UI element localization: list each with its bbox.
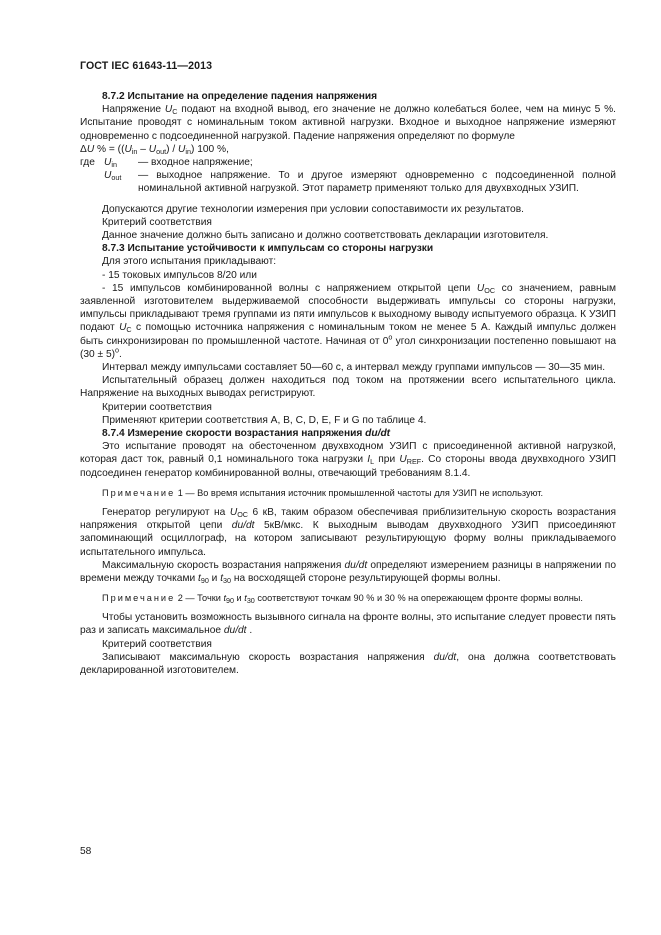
section-heading-8-7-2: 8.7.2 Испытание на определение падения напряжения: [102, 91, 378, 102]
paragraph: Максимальную скорость возрастания напряжения du/dt определяют измерением разницы в напряжении по времени между точками $t_{90}$ и $t_{30}$ на восходящей стороне результирующей формы волны.: [80, 559, 616, 585]
paragraph: Для этого испытания прикладывают:: [102, 256, 277, 268]
criteria-label: Критерий соответствия: [102, 638, 212, 650]
paragraph: Допускаются другие технологии измерения при условии сопоставимости их результатов.: [102, 203, 524, 215]
paragraph: Напряжение $U_C$ подают на входной вывод, его значение не должно колебаться более, чем на минус 5 %. Испытание проводят с номинальным током активной нагрузки. Входное и выходное напряжение измеряют одновременно с подсоединенной нагрузкой. Падение напряжения определяют по формуле: [80, 104, 617, 142]
paragraph: Генератор регулируют на $U_{OC}$ 6 кВ, таким образом обеспечивая приблизительную скорость возрастания напряжения открытой цепи du/dt 5кВ/мкс. К выходным выводам двухвходного УЗИП присоединяют запоминающий осциллограф, на котором записывают результирующую форму волны прикладываемого испытательного импульса.: [80, 506, 616, 558]
definition-row: где $U_{in}$ — входное напряжение;: [80, 157, 253, 170]
definition-row: $U_{out}$ — выходное напряжение. То и другое измеряют одновременно с подсоединенной полной номинальной активной нагрузкой. Этот параметр применяют только для двухвходных УЗИП.: [104, 170, 616, 195]
criteria-label: Критерий соответствия: [102, 216, 212, 228]
list-item: - 15 импульсов комбинированной волны с напряжением открытой цепи $U_{OC}$ со значением, равным заявленной изготовителем выдерживаемой способности выдерживать импульсы со стороны нагрузки, импульсы прикладывают тремя группами из пяти импульсов к выходному выводу испытуемого образца. К УЗИП подают $U_C$ с помощью источника напряжения с номинальным током не менее 5 А. Каждый импульс должен быть синхронизирован по промышленной частоте. Начиная от $0^о$ угол синхронизации постепенно повышают на $(30 \pm 5)^о$.: [80, 282, 617, 360]
paragraph: Данное значение должно быть записано и должно соответствовать декларации изготовителя.: [102, 230, 549, 242]
note: Примечание 1 — Во время испытания источник промышленной частоты для УЗИП не используют.: [102, 487, 544, 498]
section-heading-8-7-4: 8.7.4 Измерение скорости возрастания напряжения du/dt: [102, 428, 391, 440]
paragraph: Применяют критерии соответствия A, B, C, D, E, F и G по таблице 4.: [102, 414, 427, 426]
document-body: [80, 90, 616, 677]
page-number: 58: [80, 846, 92, 857]
page-header: ГОСТ IEC 61643-11—2013: [80, 60, 213, 72]
formula: ΔU % = $((U_{in} - U_{out}) / U_{in})$ 100 %,: [80, 143, 229, 156]
list-item: - 15 токовых импульсов 8/20 или: [102, 269, 257, 281]
paragraph: Это испытание проводят на обесточенном двухвходном УЗИП с присоединенной активной нагрузкой, которая даст ток, равный 0,1 номинального тока нагрузки $I_L$ при $U_{REF}$. Со стороны ввода двухвходного УЗИП подсоединен генератор комбинированной волны, отвечающий требованиям 8.1.4.: [80, 441, 616, 479]
section-heading-8-7-3: 8.7.3 Испытание устойчивости к импульсам со стороны нагрузки: [102, 243, 434, 255]
note: Примечание 2 — Точки $t_{90}$ и $t_{30}$ соответствуют точкам 90 % и 30 % на опережающем фронте формы волны.: [102, 593, 583, 606]
paragraph: Испытательный образец должен находиться под током на протяжении всего испытательного цикла. Напряжение на выходных выводах регистрируют.: [80, 375, 616, 400]
paragraph: Интервал между импульсами составляет 50—60 с, а интервал между группами импульсов — 30—35 мин.: [102, 362, 606, 374]
criteria-label: Критерии соответствия: [102, 401, 212, 413]
paragraph: Чтобы установить возможность вызывного сигнала на фронте волны, это испытание следует провести пять раз и записать максимальное du/dt .: [80, 612, 616, 637]
paragraph: Записывают максимальную скорость возрастания напряжения du/dt, она должна соответствовать декларированной изготовителем.: [80, 651, 616, 676]
